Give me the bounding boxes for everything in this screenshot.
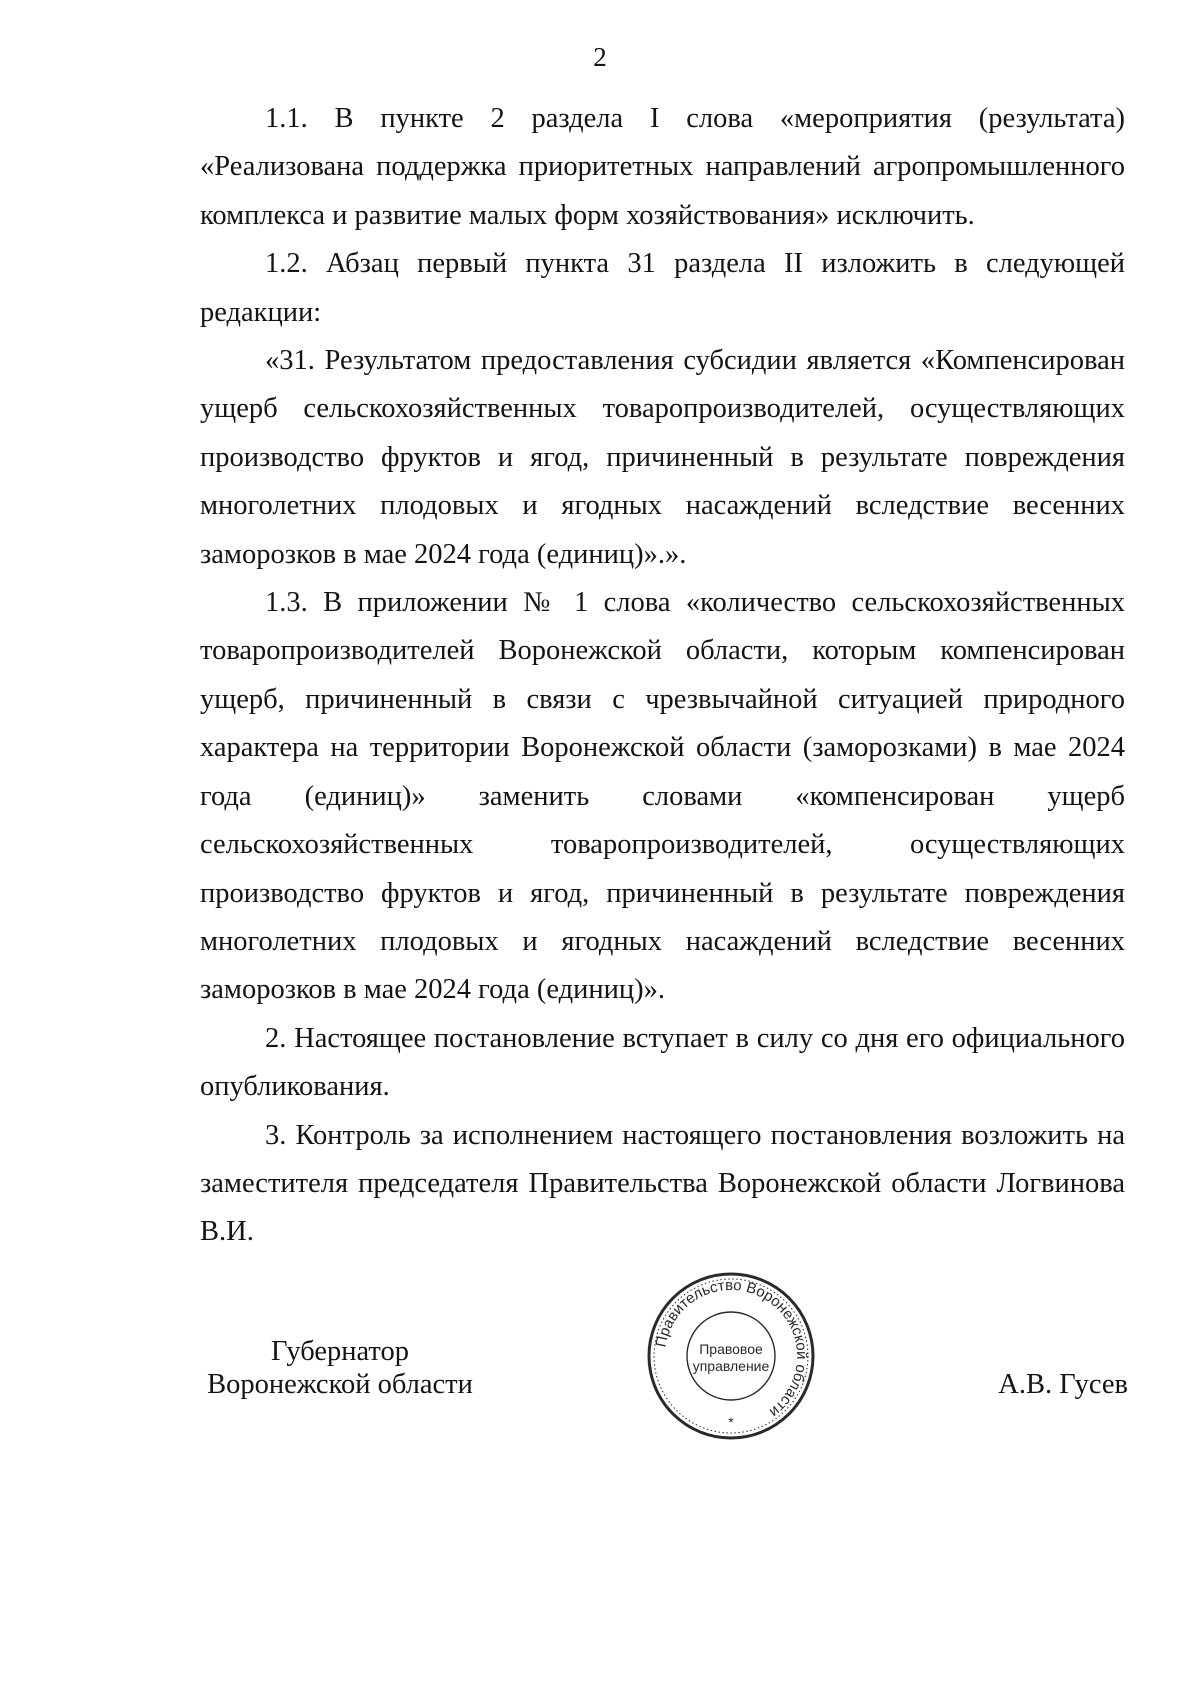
signatory-name: А.В. Гусев bbox=[998, 1369, 1128, 1400]
signatory-position-line2: Воронежской области bbox=[207, 1369, 473, 1400]
signatory-position-line1: Губернатор bbox=[270, 1336, 410, 1367]
document-body bbox=[200, 95, 1125, 1257]
paragraph-3: 3. Контроль за исполнением настоящего постановления возложить на заместителя председателя Правительства Воронежской области Логвинова В.И. bbox=[200, 1119, 1125, 1248]
stamp-ring-text: Правительство Воронежской области bbox=[652, 1276, 811, 1421]
stamp-star: * bbox=[728, 1414, 734, 1430]
signatory-position bbox=[205, 1335, 475, 1401]
stamp-center-line1: Правовое bbox=[699, 1341, 763, 1357]
paragraph-1-1: 1.1. В пункте 2 раздела I слова «мероприятия (результата) «Реализована поддержка приоритетных направлений агропромышленного комплекса и развитие малых форм хозяйствования» исключить. bbox=[200, 103, 1125, 231]
page-number: 2 bbox=[593, 42, 607, 72]
paragraph-1-3: 1.3. В приложении № 1 слова «количество сельскохозяйственных товаропроизводителей Воронежской области, которым компенсирован ущерб, причиненный в связи с чрезвычайной ситуацией природного характера на территории Воронежской области (заморозками) в мае 2024 года (единиц)» заменить словами «компенсирован ущерб сельскохозяйственных товаропроизводителей, осуществляющих производство фруктов и ягод, причиненный в результате повреждения многолетних плодовых и ягодных насаждений вследствие весенних заморозков в мае 2024 года (единиц)». bbox=[200, 587, 1125, 1006]
official-stamp bbox=[645, 1270, 817, 1442]
paragraph-1-2: 1.2. Абзац первый пункта 31 раздела II изложить в следующей редакции: bbox=[200, 248, 1125, 328]
paragraph-1-2-quote: «31. Результатом предоставления субсидии является «Компенсирован ущерб сельскохозяйственных товаропроизводителей, осуществляющих производство фруктов и ягод, причиненный в результате повреждения многолетних плодовых и ягодных насаждений вследствие весенних заморозков в мае 2024 года (единиц)».». bbox=[200, 345, 1125, 570]
paragraph-2: 2. Настоящее постановление вступает в силу со дня его официального опубликования. bbox=[200, 1022, 1125, 1103]
stamp-center-line2: управление bbox=[692, 1358, 770, 1374]
